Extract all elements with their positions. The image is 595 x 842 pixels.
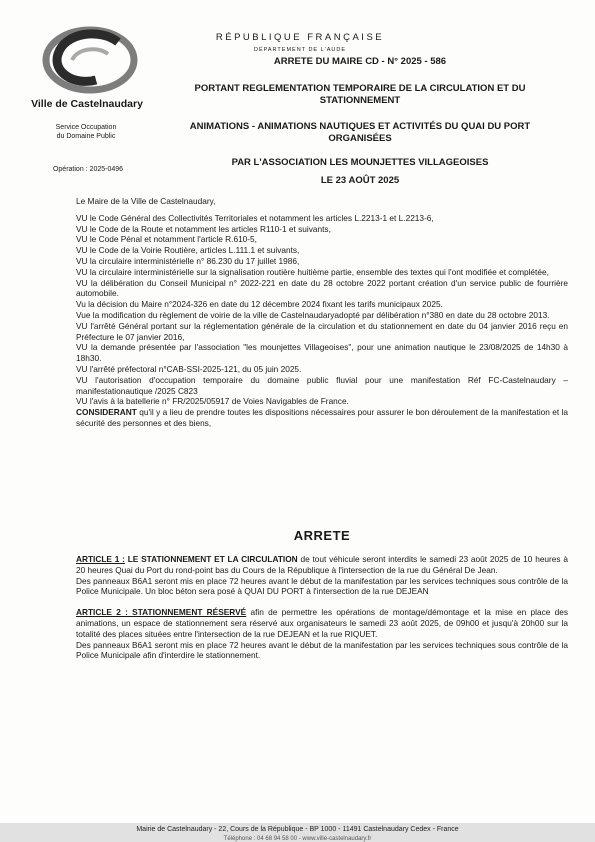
articles-section <box>76 554 568 661</box>
visa-line: VU la circulaire interministérielle sur la signalisation routière huitième partie, ensemble des textes qui l'ont modifiée et complétée, <box>76 266 549 277</box>
service-name: Service Occupation du Domaine Public <box>55 124 117 140</box>
operation-number: Opération : 2025-0496 <box>52 166 124 173</box>
visa-line: VU l'arrêté Général portant sur la réglementation générale de la circulation et du stationnement en date du 04 janvier 2016 reçu en Préfecture le 07 janvier 2016, <box>76 320 568 342</box>
visa-line: VU le Code Pénal et notamment l'article R.610-5, <box>76 234 257 245</box>
visa-line: VU la circulaire interministérielle n° 86.230 du 17 juillet 1986, <box>76 255 300 266</box>
city-logo <box>40 20 140 100</box>
arrete-heading: ARRETE <box>293 528 351 543</box>
visa-line: VU l'arrêté préfectoral n°CAB-SSI-2025-121, du 05 juin 2025. <box>76 363 302 374</box>
visa-line: VU la délibération du Conseil Municipal n° 2022-221 en date du 28 octobre 2022 portant création d'un service public de fourrière automobile. <box>76 277 568 299</box>
visa-line: VU l'autorisation d'occupation temporaire du domaine public fluvial pour une manifestation Réf FC-Castelnaudary – manifestationautique /2025 C823 <box>76 374 568 396</box>
article-2-panels: Des panneaux B6A1 seront mis en place 72 heures avant le début de la manifestation par les services techniques sous contrôle de la Police Municipale afin d'interdire le stationnement. <box>76 639 568 661</box>
visa-line: VU le Code de la Route et notamment les articles R110-1 et suivants, <box>76 223 331 234</box>
animations-title: ANIMATIONS - ANIMATIONS NAUTIQUES ET ACTIVITÉS DU QUAI DU PORT ORGANISÉES <box>189 121 531 144</box>
visas-body <box>76 196 568 429</box>
event-date-title: LE 23 AOÛT 2025 <box>320 175 400 186</box>
considerant-line: CONSIDERANT qu'il y a lieu de prendre toutes les dispositions nécessaires pour assurer le bon déroulement de la manifestation et la sécurité des personnes et des biens, <box>76 407 568 428</box>
logo-swirl-icon <box>40 20 140 100</box>
portant-title: PORTANT REGLEMENTATION TEMPORAIRE DE LA CIRCULATION ET DU STATIONNEMENT <box>194 83 526 106</box>
visa-line: VU l'avis à la batellerie n° FR/2025/05917 de Voies Navigables de France. <box>76 396 349 407</box>
footer-contact: Téléphone : 04 68 94 58 00 - www.ville-castelnaudary.fr <box>223 836 372 842</box>
footer-address: Mairie de Castelnaudary - 22, Cours de la République - BP 1000 - 11491 Castelnaudary Cedex - France <box>136 826 459 833</box>
organiser-title: PAR L'ASSOCIATION LES MOUNJETTES VILLAGEOISES <box>231 157 489 168</box>
visa-line: Vue la modification du règlement de voirie de la ville de Castelnaudaryadopté par délibération n°380 en date du 28 octobre 2013. <box>76 309 550 320</box>
city-name: Ville de Castelnaudary <box>31 98 143 110</box>
visa-line: VU la demande présentée par l'association "les mounjettes Villageoises", pour une animation nautique le 23/08/2025 de 14h30 à 18h30. <box>76 342 568 364</box>
departement-heading: DÉPARTEMENT DE L'AUDE <box>253 47 347 53</box>
maire-line: Le Maire de la Ville de Castelnaudary, <box>76 196 216 206</box>
article-1-panels: Des panneaux B6A1 seront mis en place 72 heures avant le début de la manifestation par les services techniques sous contrôle de la Police Municipale. Un bloc béton sera posé à QUAI DU PORT à l'intersection de la rue DEJEAN <box>76 575 568 597</box>
visa-line: VU le Code Général des Collectivités Territoriales et notamment les articles L.2213-1 et L.2213-6, <box>76 212 434 223</box>
arrete-number: ARRETE DU MAIRE CD - N° 2025 - 586 <box>273 56 447 67</box>
visa-line: VU le Code de la Voirie Routière, articles L.111.1 et suivants, <box>76 245 300 256</box>
article-1: ARTICLE 1 : LE STATIONNEMENT ET LA CIRCULATION de tout véhicule seront interdits le samedi 23 août 2025 de 10 heures à 20 heures Quai du Port du rond-point bas du Cours de la République à l'intersection de la rue du Général De Jean. <box>76 554 568 575</box>
article-2: ARTICLE 2 : STATIONNEMENT RÉSERVÉ afin de permettre les opérations de montage/démontage et la mise en place des animations, un espace de stationnement sera réservé aux organisateurs le samedi 23 août 2025, de 09h00 et jusqu'à 20h00 sur la totalité des places situées entre l'intersection de la rue DEJEAN et la rue RIQUET. <box>76 607 569 639</box>
republique-heading: RÉPUBLIQUE FRANÇAISE <box>215 32 385 43</box>
visa-line: Vu la décision du Maire n°2024-326 en date du 12 décembre 2024 fixant les tarifs municipaux 2025. <box>76 299 443 310</box>
